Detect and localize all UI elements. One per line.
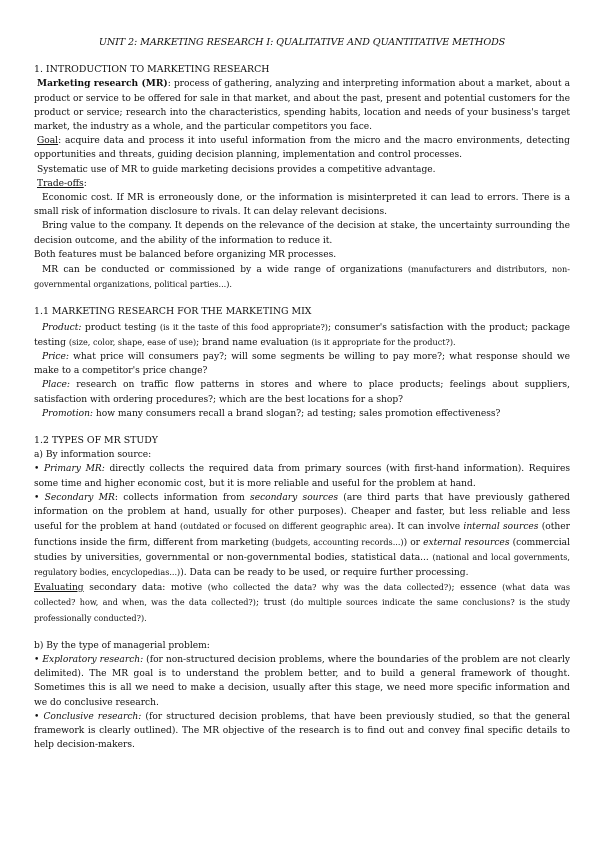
exploratory-text: (for non-structured decision problems, where the boundaries of the problem are not clearly delimited). The MR goal is to understand the problem better, and to build a general framework of thought. Sometimes this is all we need to make a decision, usually after this stage, we need more specific information and we do conclusive research. [34, 654, 570, 708]
evaluating-text: ; essence [451, 583, 503, 594]
conclusive-item [34, 710, 570, 753]
economic-cost-paragraph: Economic cost. If MR is erroneously done, or the information is misinterpreted it can lead to errors. There is a small risk of information disclosure to rivals. It can delay relevant decisions. [34, 193, 570, 218]
conducted-paragraph [34, 262, 570, 292]
section-1-heading: 1. INTRODUCTION TO MARKETING RESEARCH [34, 64, 270, 76]
internal-sources-term: internal sources [463, 522, 539, 533]
secondary-mr-text: ). Data can be ready to be used, or require further processing. [180, 567, 469, 578]
product-label: Product: [42, 322, 82, 333]
external-resources-term: external resources [423, 537, 510, 548]
secondary-mr-note: (outdated or focused on different geographic area) [180, 521, 392, 532]
bullet: • [34, 492, 40, 503]
price-paragraph [34, 350, 570, 378]
systematic-paragraph: Systematic use of MR to guide marketing decisions provides a competitive advantage. [37, 164, 436, 175]
product-note: (is it appropriate for the product?). [311, 336, 456, 347]
price-text: what price will consumers pay?; will some segments be willing to pay more?; what response should we make to a competitor's price change? [34, 352, 570, 377]
secondary-mr-label: Secondary MR [44, 492, 115, 503]
mr-definition [34, 77, 570, 134]
secondary-mr-text: (are third parts that have previously gathered information on the problem at hand, usually for other purposes). Cheaper and faster, but less reliable and less useful for the problem at hand [34, 492, 570, 533]
secondary-mr-note: (budgets, accounting records...) [271, 536, 404, 547]
place-label: Place: [42, 380, 70, 391]
secondary-mr-text: : collects information from [114, 492, 251, 503]
conclusive-text: (for structured decision problems, that have been previously studied, so that the general framework is clearly outlined). The MR objective of the research is to find out and convey final specific details to help decision-makers. [34, 711, 570, 751]
secondary-sources-term: secondary sources [250, 492, 339, 503]
primary-mr-item [34, 462, 570, 490]
evaluating-note: (who collected the data? why was the data collected?) [207, 582, 452, 593]
evaluating-text: ; trust [255, 598, 291, 609]
subsection-b-heading: b) By the type of managerial problem: [34, 640, 210, 651]
tradeoffs-label: Trade-offs [37, 178, 84, 189]
bring-value-paragraph: Bring value to the company. It depends on the relevance of the decision at stake, the uncertainty surrounding the decision outcome, and the ability of the information to reduce it. [34, 221, 570, 246]
product-text: ; brand name evaluation [196, 337, 312, 348]
exploratory-label: Exploratory research: [42, 654, 144, 665]
mr-term: Marketing research [37, 78, 139, 90]
goal-paragraph [34, 134, 570, 162]
mr-definition-text: : process of gathering, analyzing and interpreting information about a market, about a product or service to be offered for sale in that market, and about the past, present and potential customers for the product or service; research into the characteristics, spending habits, location and needs of your business's target market, the industry as a whole, and the particular competitors you face. [34, 79, 570, 133]
secondary-mr-text: (commercial studies by universities, governmental or non-governmental bodies, statistical data... [34, 537, 570, 563]
place-paragraph [34, 378, 570, 406]
conclusive-label: Conclusive research: [43, 711, 142, 722]
tradeoffs-heading [34, 177, 570, 191]
tradeoffs-colon: : [83, 178, 87, 189]
mr-abbr: (MR) [138, 78, 168, 90]
secondary-mr-item [34, 491, 570, 580]
section-1-2-heading: 1.2 TYPES OF MR STUDY [34, 435, 158, 447]
secondary-mr-text: . It can involve [391, 522, 464, 533]
bullet: • [34, 464, 40, 475]
product-note: (size, color, shape, ease of use) [68, 336, 197, 347]
secondary-mr-text: ) or [403, 537, 424, 548]
promotion-text: how many consumers recall a brand slogan?; ad testing; sales promotion effectiveness? [93, 408, 501, 419]
evaluating-paragraph [34, 580, 570, 626]
goal-label: Goal [37, 136, 59, 147]
section-1-1-heading: 1.1 MARKETING RESEARCH FOR THE MARKETING MIX [34, 306, 312, 318]
secondary-mr-note: (national and local governments, regulatory bodies, encyclopedias...) [34, 551, 570, 577]
promotion-label: Promotion: [42, 408, 93, 419]
conducted-text: MR can be conducted or commissioned by a wide range of organizations [42, 265, 408, 276]
conducted-examples: (manufacturers and distributors, non-governmental organizations, political parties...). [34, 264, 570, 290]
page-title: UNIT 2: MARKETING RESEARCH I: QUALITATIVE AND QUANTITATIVE METHODS [98, 37, 506, 48]
secondary-mr-text: (other functions inside the firm, different from marketing [34, 522, 570, 548]
evaluating-note: (what data was collected? how, and when, was the data collected?) [34, 582, 571, 608]
product-paragraph [34, 320, 570, 350]
evaluating-label: Evaluating [34, 583, 84, 594]
evaluating-note: (do multiple sources indicate the same conclusions? is the study professionally conducted?). [34, 597, 570, 623]
product-text: product testing [81, 322, 160, 333]
evaluating-text: secondary data: motive [83, 583, 208, 594]
subsection-a-heading: a) By information source: [34, 450, 152, 461]
goal-text: : acquire data and process it into useful information from the micro and the macro environments, detecting opportunities and threats, guiding decision planning, implementation and control processes. [34, 136, 570, 161]
bullet: • [34, 711, 40, 722]
place-text: research on traffic flow patterns in stores and where to place products; feelings about suppliers, satisfaction with ordering procedures?; which are the best locations for a shop? [34, 380, 570, 405]
bullet: • [34, 654, 40, 665]
primary-mr-label: Primary MR: [44, 464, 105, 475]
product-note: (is it the taste of this food appropriate?) [159, 321, 328, 332]
promotion-paragraph [34, 407, 570, 421]
balanced-paragraph: Both features must be balanced before organizing MR processes. [34, 249, 337, 260]
primary-mr-text: directly collects the required data from primary sources (with first-hand information). Requires some time and higher economic cost, but it is more reliable and useful for the problem at hand. [34, 464, 570, 489]
exploratory-item [34, 653, 570, 710]
product-text: ; consumer's satisfaction with the product; package testing [34, 322, 571, 348]
price-label: Price: [42, 352, 69, 363]
